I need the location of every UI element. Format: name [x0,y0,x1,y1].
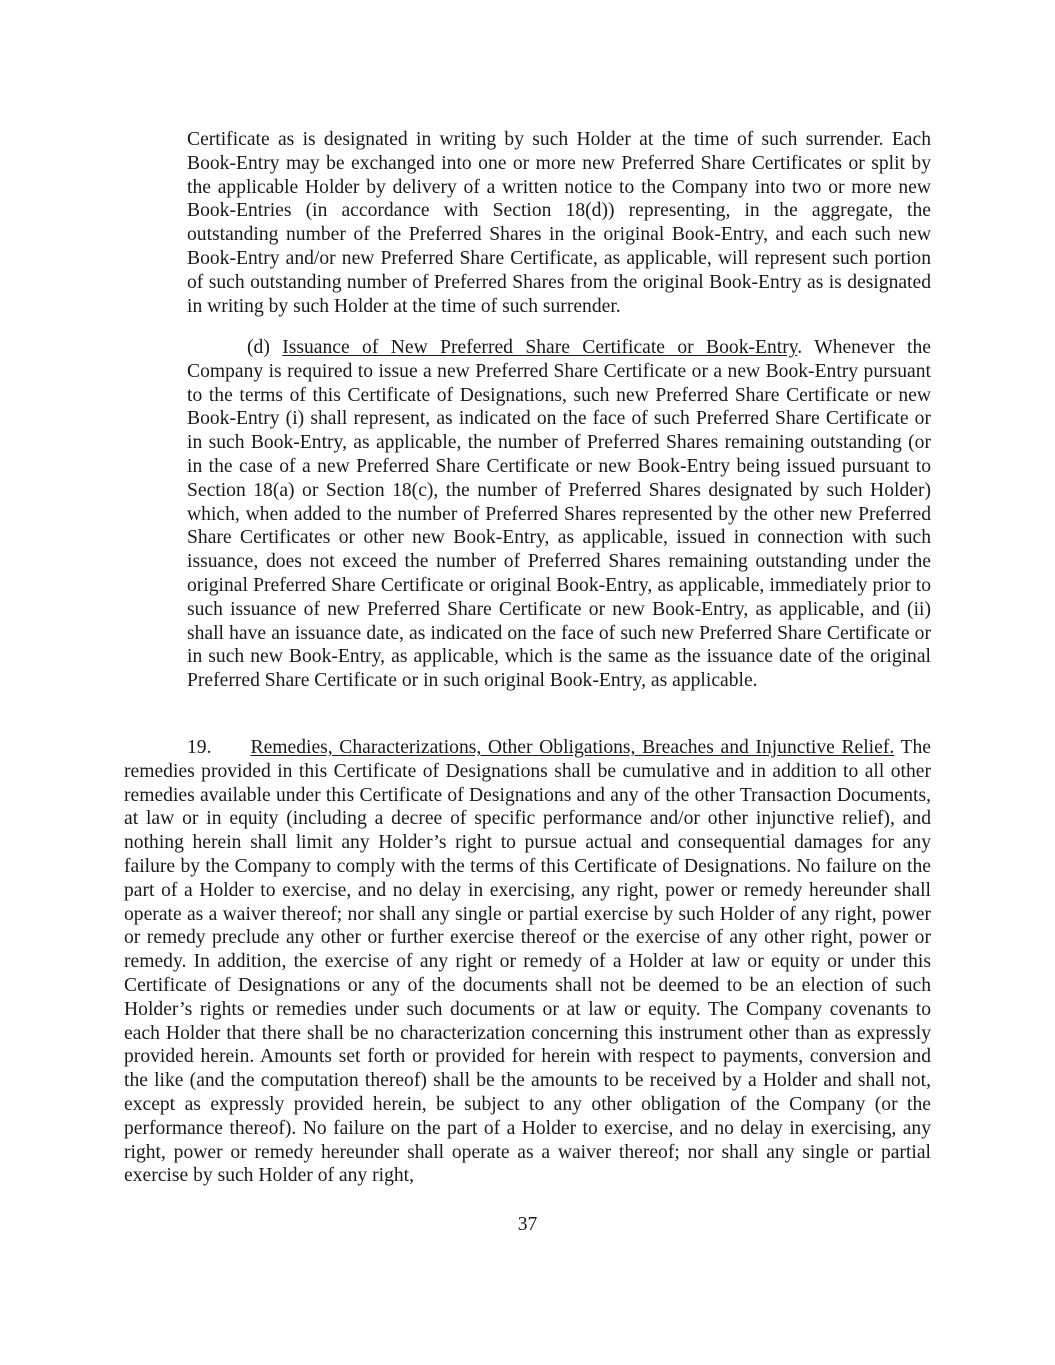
paragraph-d-heading-end: . [797,337,803,358]
paragraph-d-body: Whenever the Company is required to issue a new Preferred Share Certificate or a new Book-Entry pursuant to the terms of this Certificate of Designations, such new Preferred Share Certificate or new Book-Entry (i) shall represent, as indicated on the face of such Preferred Share Certificate or in such Book-Entry, as applicable, the number of Preferred Shares remaining outstanding (or in the case of a new Preferred Share Certificate or new Book-Entry being issued pursuant to Section 18(a) or Section 18(c), the number of Preferred Shares designated by such Holder) which, when added to the number of Preferred Shares represented by the other new Preferred Share Certificates or other new Book-Entry, as applicable, issued in connection with such issuance, does not exceed the number of Preferred Shares remaining outstanding under the original Preferred Share Certificate or original Book-Entry, as applicable, immediately prior to such issuance of new Preferred Share Certificate or new Book-Entry, as applicable, and (ii) shall have an issuance date, as indicated on the face of such new Preferred Share Certificate or in such new Book-Entry, as applicable, which is the same as the issuance date of the original Preferred Share Certificate or in such original Book-Entry, as applicable. [187,337,931,692]
paragraph-d-heading: Issuance of New Preferred Share Certificate or Book-Entry [282,337,798,358]
paragraph-c-continuation: Certificate as is designated in writing by such Holder at the time of such surrender. Each Book-Entry may be exchanged into one or more new Preferred Share Certificates or split by the applicable Holder by delivery of a written notice to the Company into two or more new Book-Entries (in accordance with Section 18(d)) representing, in the aggregate, the outstanding number of the Preferred Shares in the original Book-Entry, and each such new Book-Entry and/or new Preferred Share Certificate, as applicable, will represent such portion of such outstanding number of Preferred Shares from the original Book-Entry as is designated in writing by such Holder at the time of such surrender. [187,129,931,317]
paragraph-d-label: (d) [247,337,270,358]
section-19-heading: Remedies, Characterizations, Other Obligations, Breaches and Injunctive Relief. [250,737,895,758]
page-number: 37 [517,1214,538,1235]
paragraph-d [187,336,931,693]
section-19-body: The remedies provided in this Certificate of Designations shall be cumulative and in addition to all other remedies available under this Certificate of Designations and any of the other Transaction Documents, at law or in equity (including a decree of specific performance and/or other injunctive relief), and nothing herein shall limit any Holder’s right to pursue actual and consequential damages for any failure by the Company to comply with the terms of this Certificate of Designations. No failure on the part of a Holder to exercise, and no delay in exercising, any right, power or remedy hereunder shall operate as a waiver thereof; nor shall any single or partial exercise by such Holder of any right, power or remedy preclude any other or further exercise thereof or the exercise of any other right, power or remedy. In addition, the exercise of any right or remedy of a Holder at law or equity or under this Certificate of Designations or any of the documents shall not be deemed to be an election of such Holder’s rights or remedies under such documents or at law or equity. The Company covenants to each Holder that there shall be no characterization concerning this instrument other than as expressly provided herein. Amounts set forth or provided for herein with respect to payments, conversion and the like (and the computation thereof) shall be the amounts to be received by a Holder and shall not, except as expressly provided herein, be subject to any other obligation of the Company (or the performance thereof). No failure on the part of a Holder to exercise, and no delay in exercising, any right, power or remedy hereunder shall operate as a waiver thereof; nor shall any single or partial exercise by such Holder of any right, [124,737,931,1187]
section-19 [124,736,931,1188]
section-19-number: 19. [187,737,212,758]
